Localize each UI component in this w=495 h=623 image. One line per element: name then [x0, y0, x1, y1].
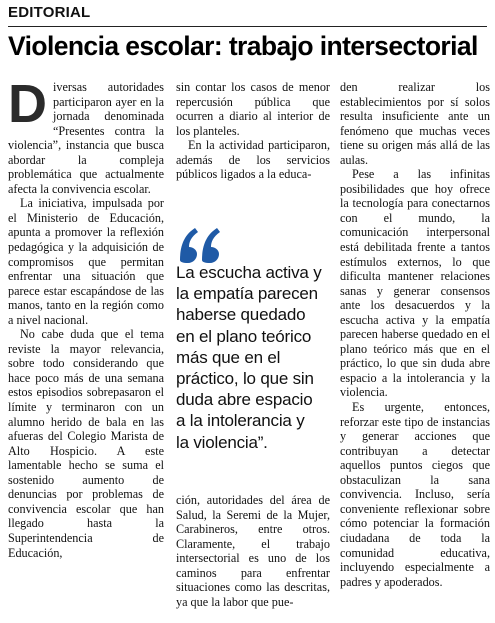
- paragraph: [8, 74, 164, 196]
- pull-quote-line: la violencia”.: [176, 432, 268, 452]
- pull-quote-line: práctico, lo que sin: [176, 369, 314, 389]
- pull-quote-line: duda abre espacio: [176, 390, 313, 410]
- paragraph: En la actividad participaron, además de los servicios públicos ligados a la educa-: [176, 138, 330, 182]
- drop-cap: D: [8, 74, 47, 134]
- pull-quote-line: haberse quedado: [176, 305, 306, 325]
- paragraph: den realizar los establecimientos por sí solos resulta insuficiente ante un fenómeno que muchas veces tiene su origen más allá de las aulas.: [340, 80, 490, 167]
- paragraph: No cabe duda que el tema reviste la mayor relevancia, sobre todo considerando que hace poco más de una semana estos episodios sobrepasaron el límite y terminaron con un alumno herido de bala en las afueras del Colegio Marista de Alto Hospicio. A este lamentable hecho se suma el sostenido aumento de denuncias por problemas de convivencia escolar que han llegado hasta la Superintendencia de Educación,: [8, 327, 164, 560]
- pull-quote: [176, 262, 334, 453]
- top-rule: [8, 26, 487, 27]
- column-2-continued: [176, 493, 330, 609]
- column-2: [176, 80, 330, 182]
- pull-quote-line: más que en el: [176, 347, 281, 367]
- section-label: EDITORIAL: [8, 4, 91, 21]
- column-3: [340, 80, 490, 589]
- pull-quote-line: a la intolerancia y: [176, 411, 305, 431]
- paragraph: sin contar los casos de menor repercusión pública que ocurren a diario al interior de los planteles.: [176, 80, 330, 138]
- pull-quote-line: La escucha activa y: [176, 263, 322, 282]
- paragraph: Pese a las infinitas posibilidades que hoy ofrece la tecnología para conectarnos con el mundo, la comunicación interpersonal está debilitada frente a tantos estímulos externos, lo que dificulta mantener relaciones sanas y generar consensos ante los desacuerdos y la escucha activa y la empatía parecen haberse quedado en el plano teórico más que en el práctico, lo que sin duda abre espacio a la intolerancia y la violencia.: [340, 167, 490, 400]
- paragraph: Es urgente, entonces, reforzar este tipo de instancias y generar acciones que contribuyan a detectar aquellos puntos ciegos que obstaculizan la sana convivencia. Incluso, sería conveniente reflexionar sobre cómo potenciar la formación ciudadana de toda la comunidad educativa, incluyendo especialmente a padres y apoderados.: [340, 400, 490, 589]
- headline: Violencia escolar: trabajo intersectorial: [8, 31, 478, 61]
- paragraph: ción, autoridades del área de Salud, la Seremi de la Mujer, Carabineros, entre otros. Claramente, el trabajo intersectorial es uno de los caminos para enfrentar situaciones como las descritas, ya que la labor que pue-: [176, 493, 330, 609]
- pull-quote-line: en el plano teórico: [176, 326, 312, 346]
- column-1: [8, 74, 164, 560]
- paragraph: La iniciativa, impulsada por el Ministerio de Educación, apunta a promover la reflexión pedagógica y la adquisición de compromisos que permitan enfrentar una situación que parece estar escapándose de las manos, tanto en la región como a nivel nacional.: [8, 196, 164, 327]
- quote-mark-icon: [178, 226, 222, 264]
- paragraph-text: iversas autoridades participaron ayer en la jornada denominada “Presentes contra la violencia”, instancia que busca abordar la compleja problemática que actualmente afecta la convivencia escolar.: [8, 80, 164, 196]
- pull-quote-line: la empatía parecen: [176, 284, 318, 304]
